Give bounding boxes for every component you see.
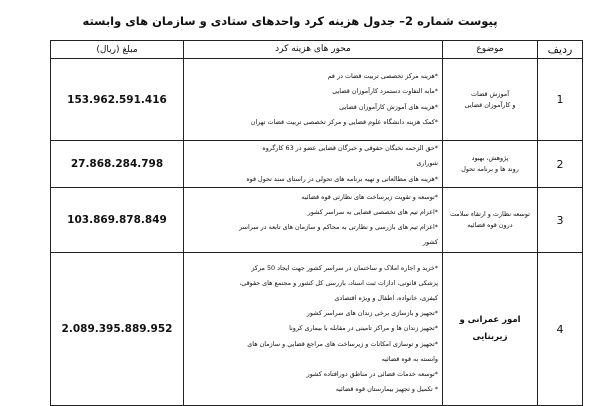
subject-line: پژوهش، بهبود [471, 154, 509, 162]
subject-line: زیربنایی [472, 332, 508, 342]
row-subject [443, 59, 538, 141]
subject-line: و کارآموزان قضایی [464, 100, 516, 109]
header-subject: موضوع [443, 41, 538, 59]
row-number: 4 [538, 253, 583, 406]
row-axis [184, 59, 443, 141]
row-amount: 103.869.878.849 [51, 188, 184, 253]
axis-line: *خرید و اجاره املاک و ساختمان در سراسر کشور جهت ایجاد 50 مرکز [251, 263, 438, 272]
axis-line: *هزینه مرکز تخصصی تربیت قضات در قم [327, 72, 438, 81]
cost-table [50, 40, 583, 406]
axis-line: *تجهیز و توسازی امکانات و زیرساخت های مراجع قضایی و سازمان های [247, 339, 438, 348]
axis-line: *اعزام تیم های بازرسی و نظارتی به محاکم و سازمان های تابعه در سراسر [239, 223, 438, 231]
axis-line: *توسعه و تقویت زیرساخت های نظارتی قوه قضائیه [301, 192, 438, 201]
axis-line: *حق الزحمه نخبگان حقوقی و خبرگان قضایی عضو در 63 کارگروه [262, 144, 438, 153]
table-header-row [51, 41, 583, 59]
row-axis [184, 141, 443, 188]
row-axis [184, 253, 443, 406]
axis-line: پزشکی قانونی، ادارات ثبت اسناد، بازرسی کل کشور و مجتمع های حقوقی، [239, 278, 438, 287]
axis-line: وابسته به قوه قضائیه [381, 354, 438, 363]
header-amount: مبلغ (ریال) [51, 41, 184, 59]
row-amount: 153.962.591.416 [51, 59, 184, 141]
axis-line: *اعزام تیم های تخصصی قضایی به سراسر کشور [307, 207, 438, 216]
subject-line: روند ها و برنامه تحول [461, 165, 519, 173]
axis-line: کشور [422, 238, 438, 247]
row-number: 1 [538, 59, 583, 141]
row-number: 3 [538, 188, 583, 253]
row-amount: 2.089.395.889.952 [51, 253, 184, 406]
subject-line: درون قوه قضائیه [467, 221, 513, 229]
table-row [51, 141, 583, 188]
axis-line: * تکمیل و تجهیز بیمارستان قوه قضائیه [335, 385, 438, 394]
axis-line: *توسعه خدمات قضائی در مناطق دورافتاده کشور [306, 370, 438, 378]
header-axis: محور های هزینه کرد [184, 41, 443, 59]
axis-line: کیفری، خانواده، اطفال و ویژه اقتصادی [334, 293, 438, 302]
axis-line: *هزینه های آموزش کارآموزان قضایی [339, 102, 438, 111]
axis-line: *کمک هزینه دانشگاه علوم قضایی و مرکز تخصصی تربیت قضات تهران [250, 117, 438, 126]
row-amount: 27.868.284.798 [51, 141, 184, 188]
row-axis [184, 188, 443, 253]
subject-line: توسعه نظارت و ارتقاء سلامت [450, 210, 530, 218]
row-subject [443, 253, 538, 406]
subject-line: امور عمرانی و [459, 315, 521, 325]
axis-line: *تجهیز و بازسازی برخی زندان های سراسر کشور [306, 309, 438, 318]
axis-line: *مابه التفاوت دستمزد کارآموزان قضایی [332, 87, 438, 96]
table-row [51, 253, 583, 406]
document-title: پیوست شماره 2– جدول هزینه کرد واحدهای ستادی و سازمان های وابسته [82, 14, 498, 28]
header-radif: ردیف [538, 41, 583, 59]
subject-line: آموزش قضات [471, 89, 509, 98]
row-number: 2 [538, 141, 583, 188]
table-row [51, 59, 583, 141]
axis-line: *هزینه های مطالعاتی و تهیه برنامه های تحولی در راستای سند تحول قوه [246, 174, 438, 183]
row-subject [443, 141, 538, 188]
axis-line: شوراری [416, 159, 438, 168]
row-subject [443, 188, 538, 253]
table-row [51, 188, 583, 253]
axis-line: *تجهیز زندان ها و مراکز تامینی در مقابله با بیماری کرونا [289, 324, 438, 333]
